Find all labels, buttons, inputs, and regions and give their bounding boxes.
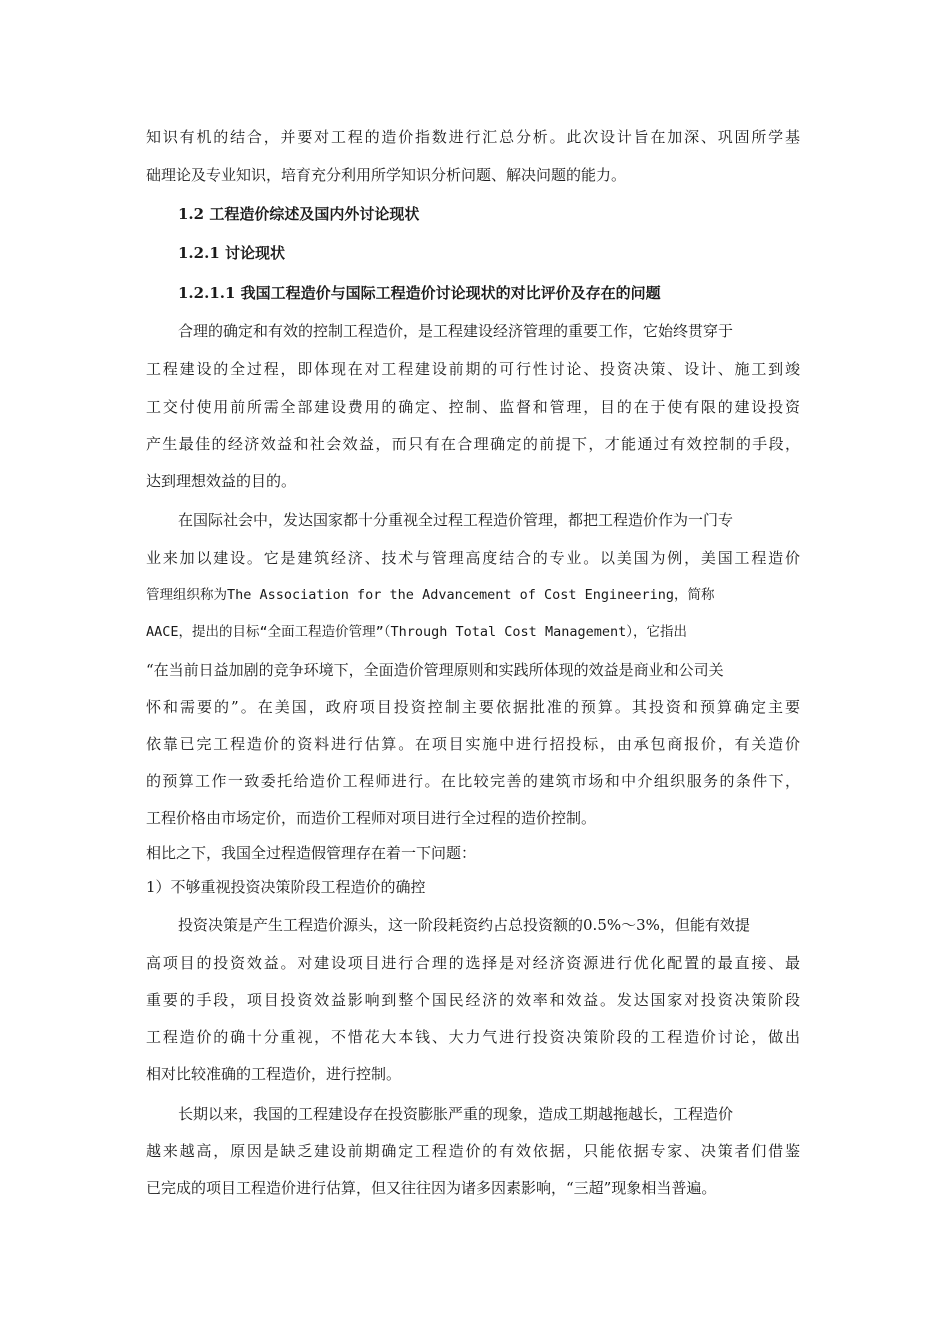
para3-line-2: 高项目的投资效益。对建设项目进行合理的选择是对经济资源进行优化配置的最直接、最 bbox=[146, 954, 800, 972]
para4-line-3: 已完成的项目工程造价进行估算，但又往往因为诸多因素影响，“三超”现象相当普遍。 bbox=[146, 1179, 717, 1197]
para2-line-6: 怀和需要的”。在美国，政府项目投资控制主要依据批准的预算。其投资和预算确定主要 bbox=[146, 698, 800, 716]
para3-line-1: 投资决策是产生工程造价源头，这一阶段耗资约占总投资额的0.5%～3%，但能有效提 bbox=[178, 916, 750, 934]
para1-line-3: 工交付使用前所需全部建设费用的确定、控制、监督和管理，目的在于使有限的建设投资 bbox=[146, 398, 800, 416]
para2-line-8: 的预算工作一致委托给造价工程师进行。在比较完善的建筑市场和中介组织服务的条件下， bbox=[146, 772, 800, 790]
para2-line-4: AACE，提出的目标“全面工程造价管理”（Through Total Cost Management），它指出 bbox=[146, 624, 687, 640]
para3-line-5: 相对比较准确的工程造价，进行控制。 bbox=[146, 1065, 402, 1083]
heading-1-2-1: 1.2.1 讨论现状 bbox=[178, 244, 285, 262]
para4-line-2: 越来越高，原因是缺乏建设前期确定工程造价的有效依据，只能依据专家、决策者们借鉴 bbox=[146, 1142, 800, 1160]
para2-line-5: “在当前日益加剧的竞争环境下，全面造价管理原则和实践所体现的效益是商业和公司关 bbox=[146, 661, 724, 679]
para2-line-2: 业来加以建设。它是建筑经济、技术与管理高度结合的专业。以美国为例，美国工程造价 bbox=[146, 549, 800, 567]
para2-line-3: 管理组织称为The Association for the Advancement of Cost Engineering，简称 bbox=[146, 587, 715, 603]
para4-line-1: 长期以来，我国的工程建设存在投资膨胀严重的现象，造成工期越拖越长，工程造价 bbox=[178, 1105, 734, 1123]
heading-1-2-1-1: 1.2.1.1 我国工程造价与国际工程造价讨论现状的对比评价及存在的问题 bbox=[178, 284, 661, 302]
intro-line-1: 知识有机的结合，并要对工程的造价指数进行汇总分析。此次设计旨在加深、巩固所学基 bbox=[146, 128, 800, 146]
para2-line-9: 工程价格由市场定价，而造价工程师对项目进行全过程的造价控制。 bbox=[146, 809, 597, 827]
heading-1-2: 1.2 工程造价综述及国内外讨论现状 bbox=[178, 205, 420, 223]
para2-line-7: 依靠已完工程造价的资料进行估算。在项目实施中进行招投标，由承包商报价，有关造价 bbox=[146, 735, 800, 753]
para3-line-4: 工程造价的确十分重视，不惜花大本钱、大力气进行投资决策阶段的工程造价讨论，做出 bbox=[146, 1028, 800, 1046]
para1-line-4: 产生最佳的经济效益和社会效益，而只有在合理确定的前提下，才能通过有效控制的手段， bbox=[146, 435, 800, 453]
compare-line: 相比之下，我国全过程造假管理存在着一下问题： bbox=[146, 844, 477, 862]
list-item-1: 1）不够重视投资决策阶段工程造价的确控 bbox=[146, 878, 426, 896]
intro-line-2: 础理论及专业知识，培育充分利用所学知识分析问题、解决问题的能力。 bbox=[146, 166, 627, 184]
para1-line-2: 工程建设的全过程，即体现在对工程建设前期的可行性讨论、投资决策、设计、施工到竣 bbox=[146, 360, 800, 378]
para3-line-3: 重要的手段，项目投资效益影响到整个国民经济的效率和效益。发达国家对投资决策阶段 bbox=[146, 991, 800, 1009]
para1-line-5: 达到理想效益的目的。 bbox=[146, 472, 297, 490]
para2-line-1: 在国际社会中，发达国家都十分重视全过程工程造价管理，都把工程造价作为一门专 bbox=[178, 511, 734, 529]
para1-line-1: 合理的确定和有效的控制工程造价，是工程建设经济管理的重要工作，它始终贯穿于 bbox=[178, 322, 734, 340]
